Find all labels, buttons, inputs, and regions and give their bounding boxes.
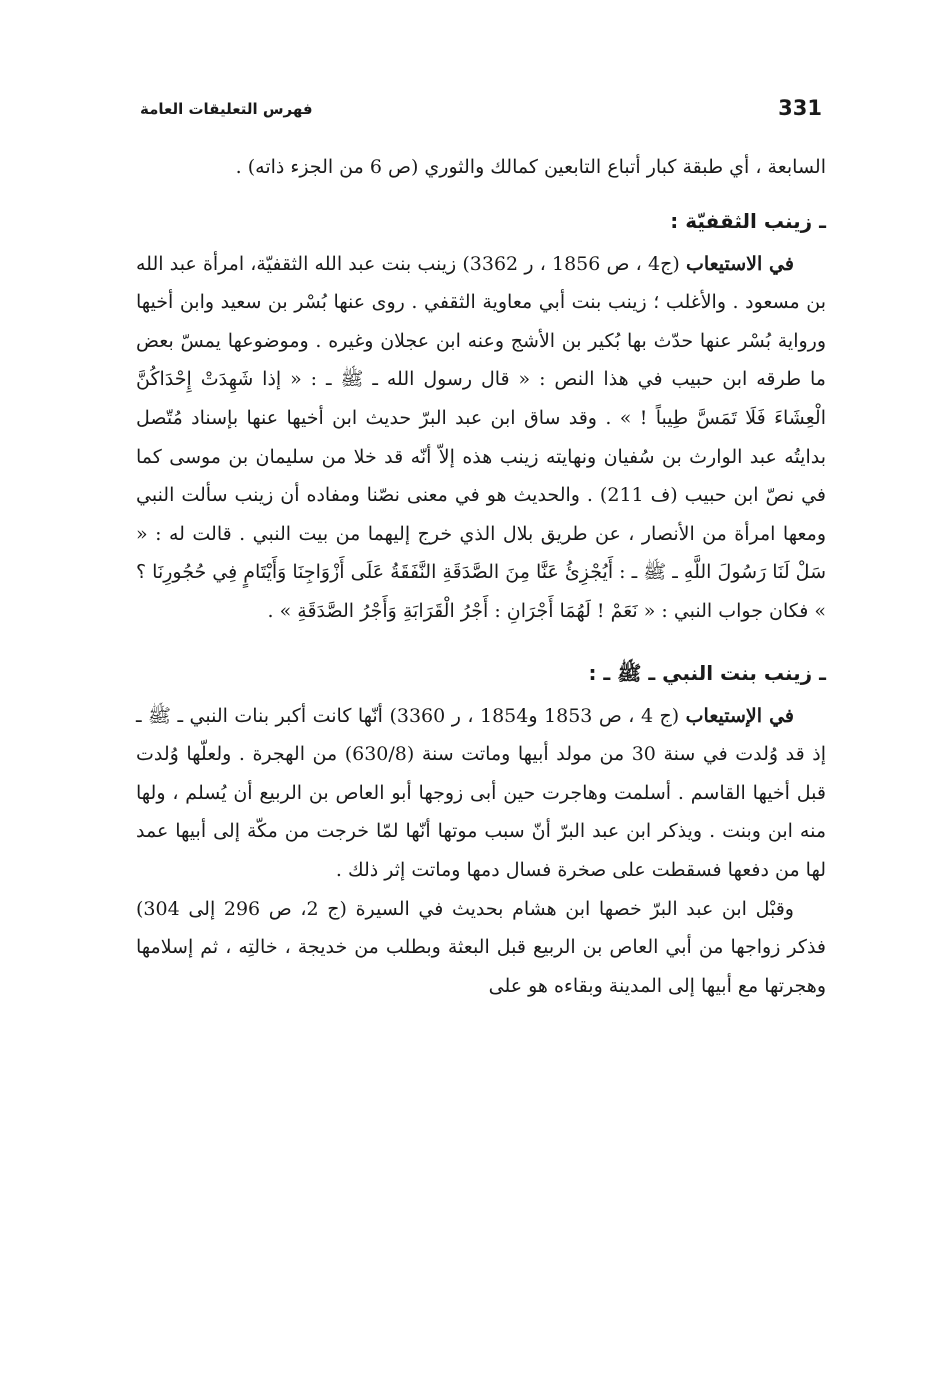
page-number: 331 bbox=[778, 96, 822, 120]
page-header bbox=[140, 96, 822, 130]
intro-paragraph: السابعة ، أي طبقة كبار أتباع التابعين كمالك والثوري (ص 6 من الجزء ذاته) . bbox=[235, 156, 826, 178]
paragraph-text: (ج4 ، ص 1856 ، ر 3362) زينب بنت عبد الله الثقفيّة، امرأة عبد الله بن مسعود . والأغلب ؛ زينب بنت أبي معاوية الثقفي . روى عنها بُسْر بن سعيد وابن أخيها ورواية بُسْر عنها حدّث بها بُكير بن الأشج وعنه ابن عجلان وغيره . وموضوعها يمسّ بعض ما طرقه ابن حبيب في هذا النص : « قال رسول الله ـ ﷺ ـ : « إذا شَهِدَتْ إِحْدَاكُنَّ الْعِشَاءَ فَلَا تَمَسَّ طِيباً ! » . وقد ساق ابن عبد البرّ حديث ابن أخيها عنها بإسناد مُتّصل بدايتُه عبد الوارث بن سُفيان ونهايته زينب هذه إلاّ أنّه قد خلا من سليمان بن موسى كما في نصّ ابن حبيب (ف 211) . والحديث هو في معنى نصّنا ومفاده أن زينب سألت النبي ومعها امرأة من الأنصار ، عن طريق بلال الذي خرج إليهما من بيت النبي . قالت له : « سَلْ لَنَا رَسُولَ اللَّهِ ـ ﷺ ـ : أَيُجْزِئُ عَنَّا مِنَ الصَّدَقَةِ النَّفَقَةُ عَلَى أَزْوَاجِنَا وَأَيْتَامٍ فِي حُجُورِنَا ؟ » فكان جواب النبي : « نَعَمْ ! لَهُمَا أَجْرَانِ : أَجْرُ الْقَرَابَةِ وَأَجْرُ الصَّدَقَةِ » . bbox=[136, 252, 826, 622]
paragraph-zaynab-thaqafiyya bbox=[136, 245, 826, 631]
page-body bbox=[136, 148, 826, 1005]
source-title: في الاستيعاب bbox=[685, 252, 794, 275]
paragraph-ibn-hisham: وقبْل ابن عبد البرّ خصها ابن هشام بحديث في السيرة (ج 2، ص 296 إلى 304) فذكر زواجها من أبي العاص بن الربيع قبل البعثة وبطلب من خديجة ، خالتِه ، ثم إسلامها وهجرتها مع أبيها إلى المدينة وبقاءه هو على bbox=[136, 897, 826, 997]
paragraph-zaynab-bint-nabi bbox=[136, 697, 826, 890]
source-title: في الإستيعاب bbox=[685, 704, 794, 727]
section-heading-zaynab-thaqafiyya: ـ زينب الثقفيّة : bbox=[670, 208, 826, 233]
running-title: فهرس التعليقات العامة bbox=[140, 100, 313, 118]
section-heading-zaynab-bint-nabi: ـ زينب بنت النبي ـ ﷺ ـ : bbox=[588, 660, 826, 685]
paragraph-text: (ج 4 ، ص 1853 و1854 ، ر 3360) أنّها كانت أكبر بنات النبي ـ ﷺ ـ إذ قد وُلدت في سنة 30 من مولد أبيها وماتت سنة (630/8) من الهجرة . ولعلّها وُلدت قبل أخيها القاسم . أسلمت وهاجرت حين أبى زوجها أبو العاص بن الربيع أن يُسلم ، ولها منه ابن وبنت . ويذكر ابن عبد البرّ أنّ سبب موتها أنّها لمّا خرجت من مكّة إلى أبيها عمد لها من دفعها فسقطت على صخرة فسال دمها وماتت إثر ذلك . bbox=[136, 704, 826, 881]
